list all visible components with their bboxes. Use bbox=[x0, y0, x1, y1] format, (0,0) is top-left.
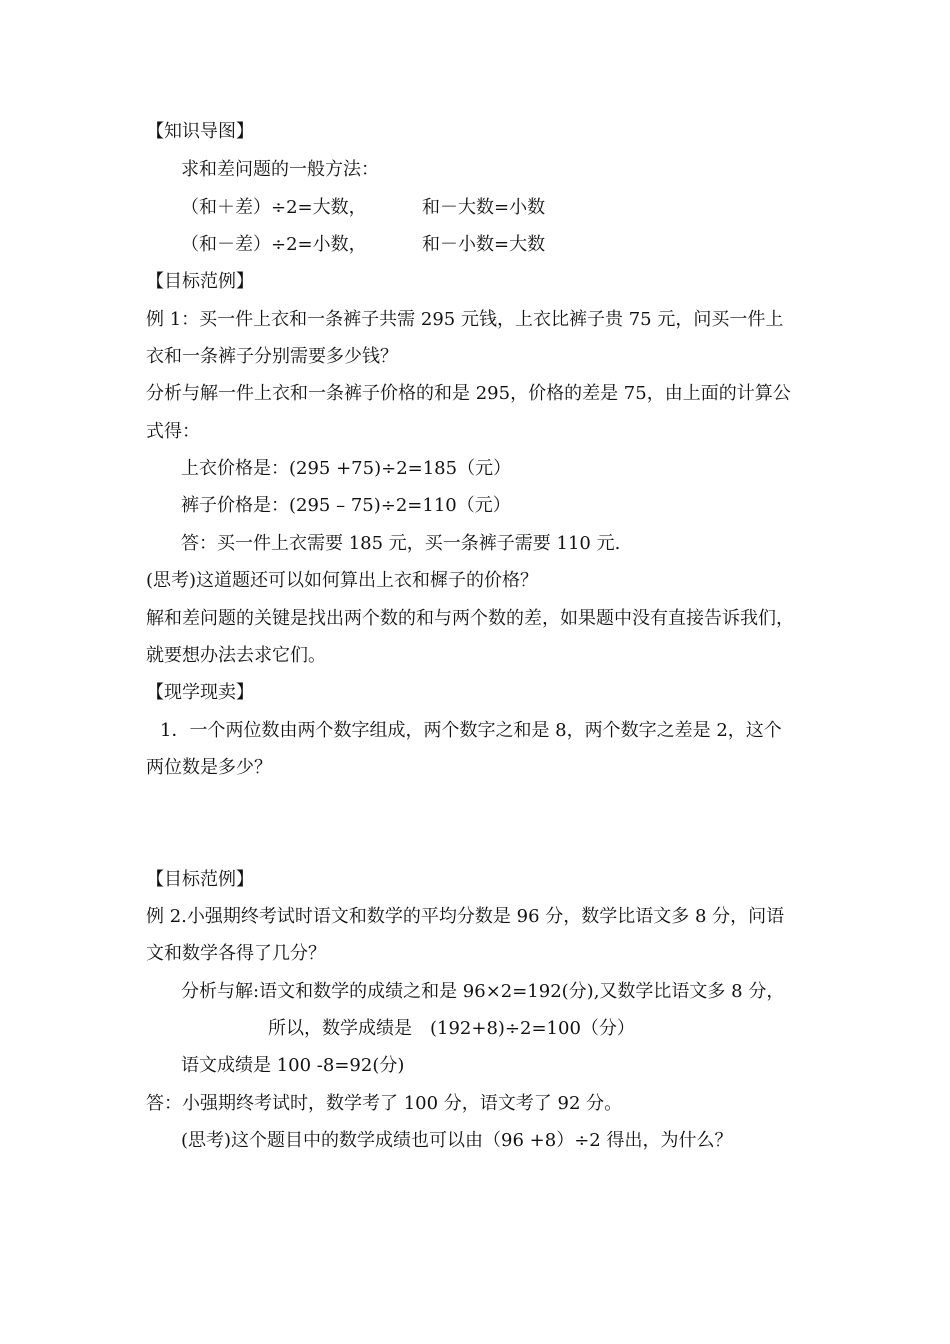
practice-question-1-line-2: 两位数是多少？ bbox=[146, 757, 272, 778]
example-2-answer: 答：小强期终考试时，数学考了 100 分，语文考了 92 分。 bbox=[146, 1093, 623, 1114]
example-1-answer: 答：买一件上衣需要 185 元，买一条裤子需要 110 元. bbox=[181, 533, 621, 554]
example-1-analysis-line-2: 式得： bbox=[146, 421, 200, 442]
section-heading-knowledge: 【知识导图】 bbox=[146, 121, 254, 142]
example-2-question-line-2: 文和数学各得了几分？ bbox=[146, 943, 326, 964]
example-1-calc-shirt: 上衣价格是：(295 +75)÷2=185（元） bbox=[181, 458, 512, 479]
formula-1-left: （和＋差）÷2=大数， bbox=[181, 197, 367, 218]
formula-2-left: （和－差）÷2=小数， bbox=[181, 234, 367, 255]
example-2-analysis-line-1: 分析与解:语文和数学的成绩之和是 96×2=192(分),又数学比语文多 8 分， bbox=[181, 981, 785, 1002]
example-2-analysis-line-2: 所以，数学成绩是 (192+8)÷2=100（分） bbox=[268, 1018, 635, 1039]
example-1-analysis-line-1: 分析与解一件上衣和一条裤子价格的和是 295，价格的差是 75，由上面的计算公 bbox=[146, 383, 791, 404]
section-heading-example-1: 【目标范例】 bbox=[146, 271, 254, 292]
example-1-think: (思考)这道题还可以如何算出上衣和樨子的价格？ bbox=[146, 570, 539, 591]
formula-2-right: 和－小数=大数 bbox=[422, 234, 546, 255]
example-2-think: (思考)这个题目中的数学成绩也可以由（96 +8）÷2 得出，为什么？ bbox=[181, 1130, 733, 1151]
example-2-analysis-line-3: 语文成绩是 100 -8=92(分) bbox=[181, 1055, 405, 1076]
key-point-line-2: 就要想办法去求它们。 bbox=[146, 645, 326, 666]
example-1-question-line-1: 例 1：买一件上衣和一条裤子共需 295 元钱，上衣比裤子贵 75 元，问买一件上 bbox=[146, 309, 784, 330]
method-intro: 求和差问题的一般方法： bbox=[181, 159, 379, 180]
section-heading-practice: 【现学现卖】 bbox=[146, 682, 254, 703]
example-2-question-line-1: 例 2.小强期终考试时语文和数学的平均分数是 96 分，数学比语文多 8 分，问语 bbox=[146, 906, 785, 927]
example-1-calc-pants: 裤子价格是：(295 – 75)÷2=110（元） bbox=[181, 495, 511, 516]
section-heading-example-2: 【目标范例】 bbox=[146, 869, 254, 890]
formula-1-right: 和－大数=小数 bbox=[422, 197, 546, 218]
example-1-question-line-2: 衣和一条裤子分别需要多少钱？ bbox=[146, 346, 398, 367]
practice-question-1-line-1: 1．一个两位数由两个数字组成，两个数字之和是 8，两个数字之差是 2，这个 bbox=[160, 720, 782, 741]
key-point-line-1: 解和差问题的关键是找出两个数的和与两个数的差，如果题中没有直接告诉我们， bbox=[146, 608, 794, 629]
